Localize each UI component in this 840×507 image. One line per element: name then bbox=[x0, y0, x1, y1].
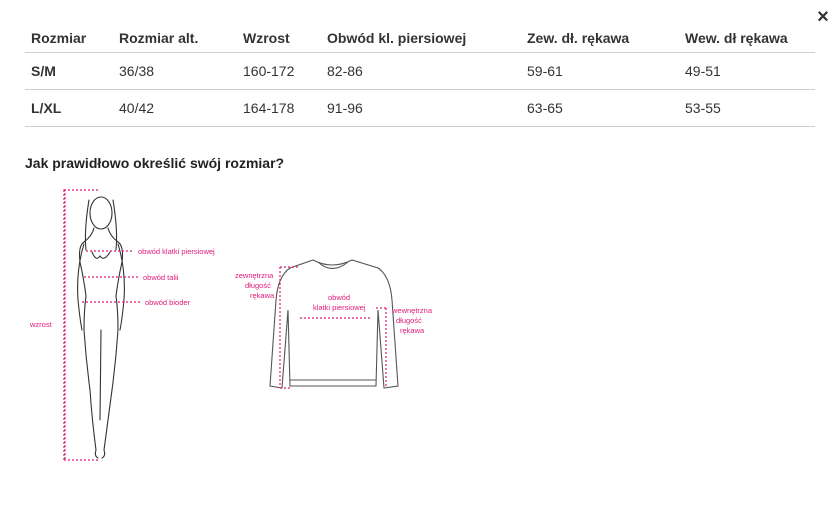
label-hips: obwód bioder bbox=[145, 298, 191, 307]
cell-inner-sleeve: 53-55 bbox=[679, 90, 815, 127]
header-outer-sleeve: Zew. dł. rękawa bbox=[521, 24, 679, 53]
cell-chest: 91-96 bbox=[321, 90, 521, 127]
cell-size-alt: 40/42 bbox=[113, 90, 237, 127]
cell-size: S/M bbox=[25, 53, 113, 90]
label-chest: obwód klatki piersiowej bbox=[138, 247, 215, 256]
label-inner-sleeve-1: wewnętrzna bbox=[392, 306, 433, 315]
header-rozmiar-alt: Rozmiar alt. bbox=[113, 24, 237, 53]
woman-measure-lines bbox=[64, 190, 142, 460]
label-outer-sleeve-3: rękawa bbox=[250, 291, 275, 300]
cell-inner-sleeve: 49-51 bbox=[679, 53, 815, 90]
cell-outer-sleeve: 63-65 bbox=[521, 90, 679, 127]
cell-chest: 82-86 bbox=[321, 53, 521, 90]
close-icon[interactable]: × bbox=[817, 5, 829, 28]
cell-height: 164-178 bbox=[237, 90, 321, 127]
header-rozmiar: Rozmiar bbox=[25, 24, 113, 53]
shirt-measure-lines bbox=[280, 267, 386, 388]
guide-heading: Jak prawidłowo określić swój rozmiar? bbox=[25, 155, 285, 171]
height-measure-line bbox=[64, 190, 65, 460]
cell-size: L/XL bbox=[25, 90, 113, 127]
woman-figure-illustration bbox=[78, 197, 125, 458]
header-wzrost: Wzrost bbox=[237, 24, 321, 53]
header-chest: Obwód kl. piersiowej bbox=[321, 24, 521, 53]
label-inner-sleeve-2: długość bbox=[396, 316, 422, 325]
label-shirt-chest-1: obwód bbox=[328, 293, 351, 302]
shirt-illustration bbox=[270, 260, 398, 388]
cell-size-alt: 36/38 bbox=[113, 53, 237, 90]
label-shirt-chest-2: klatki piersiowej bbox=[313, 303, 366, 312]
cell-height: 160-172 bbox=[237, 53, 321, 90]
label-outer-sleeve-2: długość bbox=[245, 281, 271, 290]
header-inner-sleeve: Wew. dł rękawa bbox=[679, 24, 815, 53]
label-outer-sleeve-1: zewnętrzna bbox=[235, 271, 274, 280]
label-inner-sleeve-3: rękawa bbox=[400, 326, 425, 335]
label-waist: obwód talii bbox=[143, 273, 179, 282]
label-height: wzrost bbox=[30, 320, 52, 329]
cell-outer-sleeve: 59-61 bbox=[521, 53, 679, 90]
